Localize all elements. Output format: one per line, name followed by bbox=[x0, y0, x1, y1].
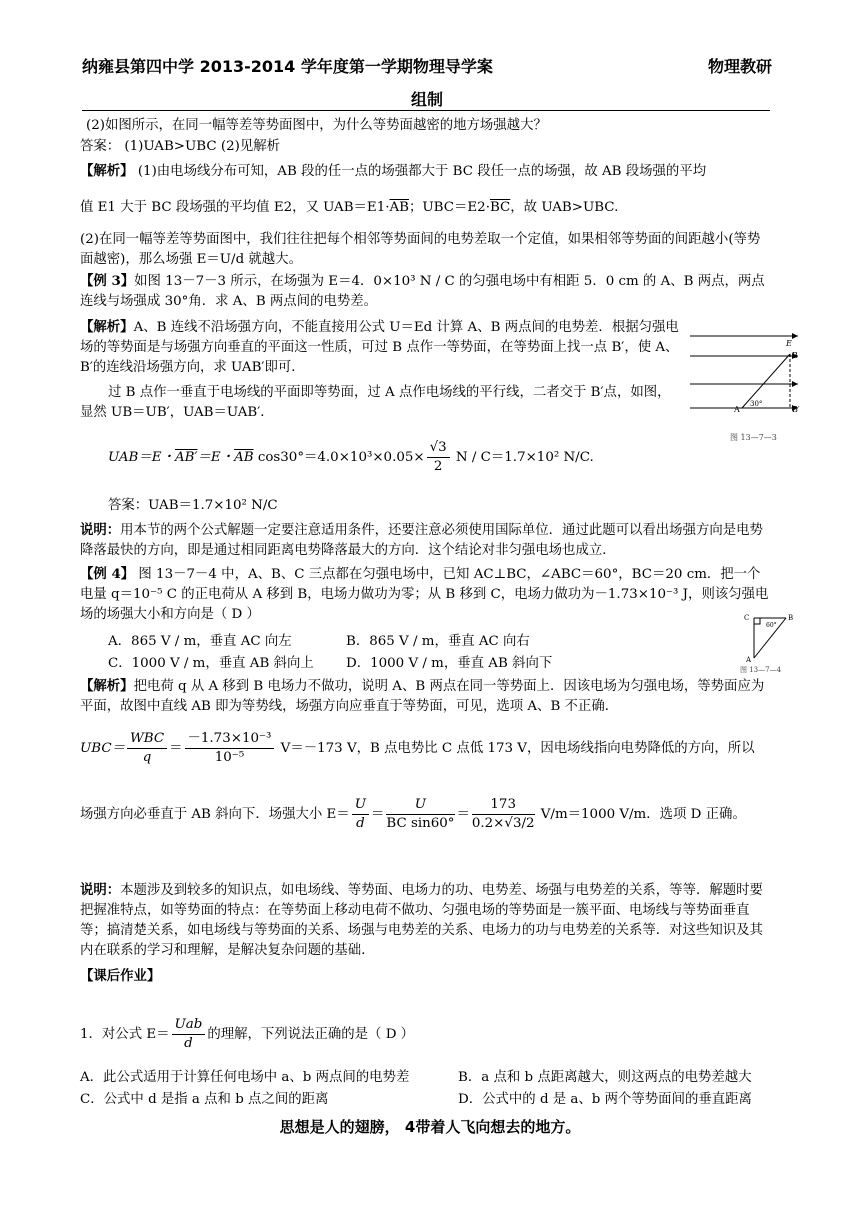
formula-1-abprime: AB′ bbox=[174, 450, 198, 465]
example-3-tag: 【例 3】 bbox=[80, 273, 135, 289]
fig3-label-bprime: B′ bbox=[792, 405, 800, 414]
header-line2: 组制 bbox=[410, 90, 443, 109]
example-3-analysis-text: A、B 连线不沿场强方向，不能直接用公式 U＝Ed 计算 A、B 两点间的电势差．根据匀强电场的等势面是与场强方向垂直的平面这一性质，可过 B 点作一等势面，在等势面上找一点 B′，使 A、B′的连线沿场强方向，求 UAB′即可． bbox=[80, 320, 679, 375]
homework-1-num: Uab bbox=[172, 1016, 206, 1035]
note-2 bbox=[80, 880, 770, 961]
homework-1 bbox=[80, 1016, 414, 1053]
formula-3-frac-2 bbox=[386, 796, 454, 833]
example-4-analysis-tag: 【解析】 bbox=[80, 678, 134, 694]
answer-1: 答案： (1)UAB>UBC (2)见解析 bbox=[80, 139, 281, 154]
analysis-1b-pre: 值 E1 大于 BC 段场强的平均值 E2，又 UAB＝E1· bbox=[80, 200, 390, 215]
formula-3-num-2: U bbox=[386, 796, 454, 815]
analysis-1-text: (1)由电场线分布可知，AB 段的任一点的场强都大于 BC 段任一点的场强，故 AB 段场强的平均 bbox=[133, 164, 707, 179]
example-4-text: 图 13－7－4 中，A、B、C 三点都在匀强电场中，已知 AC⊥BC，∠ABC＝60°，BC＝20 cm．把一个电量 q＝10⁻⁵ C 的正电荷从 A 移到 B，电场力做功为零；从 B 移到 C，电场力做功为－1.73×10⁻³ J，则该匀强电场的场强大小和方向是（ D ） bbox=[80, 567, 769, 622]
formula-3-eq-2: ＝ bbox=[456, 807, 470, 822]
formula-3-frac-1 bbox=[352, 796, 369, 833]
formula-2-post: V＝－173 V，B 点电势比 C 点低 173 V，因电场线指向电势降低的方向，所以 bbox=[276, 741, 755, 756]
formula-3-num-1: U bbox=[352, 796, 369, 815]
fig3-label-e: E bbox=[786, 339, 792, 348]
formula-2-eq: ＝ bbox=[169, 741, 183, 756]
formula-2-pre: UBC＝ bbox=[80, 741, 126, 756]
formula-1-den: 2 bbox=[433, 459, 443, 474]
formula-1-a: UAB＝E・ bbox=[108, 450, 175, 465]
formula-3-den-3: 0.2×√3/2 bbox=[471, 816, 535, 831]
example-4-option-b: B．865 V / m，垂直 AC 向右 bbox=[346, 634, 530, 649]
homework-1-option-b: B．a 点和 b 点距离越大，则这两点的电势差越大 bbox=[458, 1070, 752, 1085]
formula-2-den-1: q bbox=[142, 750, 152, 765]
fig3-caption: 图 13—7—3 bbox=[730, 433, 777, 442]
formula-2-num-1: WBC bbox=[127, 730, 167, 749]
question-2: (2)如图所示，在同一幅等差等势面图中，为什么等势面越密的地方场强越大？ bbox=[86, 118, 547, 133]
formula-1-e: cos30°＝4.0×10³×0.05× bbox=[253, 450, 425, 465]
analysis-1 bbox=[80, 161, 706, 182]
homework-1-option-d: D．公式中的 d 是 a、b 两个等势面间的垂直距离 bbox=[458, 1092, 752, 1107]
note-2-text: 本题涉及到较多的知识点，如电场线、等势面、电场力的功、电势差、场强与电势差的关系，等等．解题时要把握准特点，如等势面的特点：在等势面上移动电荷不做功、匀强电场的等势面是一簇平面、电场线与等势面垂直等；搞清楚关系，如电场线与等势面的关系、场强与电势差的关系、电场力的功与电势差的关系等．对这些知识及其内在联系的学习和理解，是解决复杂问题的基础． bbox=[80, 883, 763, 958]
formula-3-den-1: d bbox=[356, 816, 365, 831]
fig4-caption: 图 13—7—4 bbox=[740, 666, 782, 674]
homework-1-post: 的理解，下列说法正确的是（ D ） bbox=[207, 1027, 415, 1042]
example-4-option-d: D．1000 V / m，垂直 AB 斜向下 bbox=[346, 656, 553, 671]
formula-3-post: V/m＝1000 V/m．选项 D 正确。 bbox=[536, 807, 746, 822]
formula-3-den-2: BC sin60° bbox=[386, 816, 455, 831]
example-3-analysis-2: 过 B 点作一垂直于电场线的平面即等势面，过 A 点作电场线的平行线，二者交于 B′点，如图，显然 UB＝UB′，UAB＝UAB′． bbox=[80, 385, 671, 420]
example-4 bbox=[80, 564, 770, 625]
example-4-analysis bbox=[80, 676, 770, 717]
formula-3-eq-1: ＝ bbox=[371, 807, 385, 822]
homework-1-frac bbox=[172, 1016, 206, 1053]
formula-3 bbox=[80, 796, 746, 833]
analysis-1b-post: ，故 UAB>UBC. bbox=[510, 200, 619, 215]
homework-1-den: d bbox=[184, 1036, 193, 1051]
homework-1-option-c: C．公式中 d 是指 a 点和 b 点之间的距离 bbox=[80, 1092, 329, 1107]
fig4-label-a: A bbox=[746, 656, 752, 664]
fig4-label-b: B bbox=[788, 614, 794, 622]
note-1-tag: 说明： bbox=[80, 522, 121, 538]
analysis-1b bbox=[80, 198, 618, 218]
example-4-option-a: A．865 V / m，垂直 AC 向左 bbox=[108, 634, 292, 649]
example-3-text: 如图 13－7－3 所示，在场强为 E＝4．0×10³ N / C 的匀强电场中有相距 5．0 cm 的 A、B 两点，两点连线与场强成 30°角．求 A、B 两点间的电势差。 bbox=[80, 274, 765, 309]
formula-2-num-2: －1.73×10⁻³ bbox=[185, 730, 275, 749]
formula-1-frac bbox=[427, 439, 450, 476]
formula-2-frac-2 bbox=[185, 730, 275, 767]
homework-title: 【课后作业】 bbox=[80, 968, 161, 984]
example-4-tag: 【例 4】 bbox=[80, 566, 135, 582]
formula-1-num: √3 bbox=[427, 439, 450, 458]
homework-1-pre: 1．对公式 E＝ bbox=[80, 1027, 170, 1042]
segment-bc: $\overline{BC}$ bbox=[489, 200, 511, 215]
formula-3-num-3: 173 bbox=[472, 796, 535, 815]
formula-1-ab: $\overline{AB}$ bbox=[234, 450, 254, 465]
fig4-label-c: C bbox=[744, 614, 750, 622]
fig3-label-angle: 30° bbox=[750, 400, 763, 408]
example-4-analysis-text: 把电荷 q 从 A 移到 B 电场力不做功，说明 A、B 两点在同一等势面上．因该电场为匀强电场，等势面应为平面，故图中直线 AB 即为等势线，场强方向应垂直于等势面，可见，选项 A、B 不正确． bbox=[80, 679, 765, 714]
formula-2 bbox=[80, 730, 755, 767]
example-3 bbox=[80, 271, 770, 312]
header-title: 纳雍县第四中学 2013-2014 学年度第一学期物理导学案 bbox=[82, 57, 493, 76]
segment-ab: $\overline{AB}$ bbox=[389, 200, 409, 215]
example-4-option-c: C．1000 V / m，垂直 AB 斜向上 bbox=[108, 656, 314, 671]
fig3-label-b: B bbox=[792, 351, 798, 360]
note-1-text: 用本节的两个公式解题一定要注意适用条件，还要注意必须使用国际单位．通过此题可以看出场强方向是电势降落最快的方向，即是通过相同距离电势降落最大的方向．这个结论对非匀强电场也成立． bbox=[80, 523, 763, 558]
formula-1 bbox=[108, 439, 594, 476]
fig3-label-a: A bbox=[734, 405, 740, 414]
analysis-tag: 【解析】 bbox=[80, 163, 134, 179]
analysis-1b-mid: ；UBC＝E2· bbox=[409, 200, 490, 215]
page-header bbox=[82, 54, 772, 110]
formula-3-frac-3 bbox=[472, 796, 535, 833]
formula-3-pre: 场强方向必垂直于 AB 斜向下．场强大小 E＝ bbox=[80, 807, 350, 822]
note-1 bbox=[80, 520, 770, 561]
figure-13-7-3 bbox=[690, 328, 800, 446]
example-3-analysis bbox=[80, 317, 680, 378]
analysis-2: (2)在同一幅等差等势面图中，我们往往把每个相邻等势面间的电势差取一个定值，如果相邻等势面的间距越小(等势面越密)，那么场强 E＝U/d 就越大。 bbox=[80, 232, 761, 267]
header-rule bbox=[82, 110, 770, 111]
header-right: 物理教研 bbox=[707, 57, 772, 76]
figure-13-7-4 bbox=[736, 610, 800, 674]
example-3-analysis-tag: 【解析】 bbox=[80, 319, 134, 335]
homework-1-option-a: A．此公式适用于计算任何电场中 a、b 两点间的电势差 bbox=[80, 1070, 410, 1085]
note-2-tag: 说明： bbox=[80, 882, 121, 898]
fig4-label-angle: 60° bbox=[766, 622, 777, 629]
formula-1-c: ＝E・ bbox=[197, 450, 235, 465]
formula-2-den-2: 10⁻⁵ bbox=[214, 750, 245, 765]
answer-3: 答案：UAB＝1.7×10² N/C bbox=[108, 498, 278, 513]
formula-1-f: N / C＝1.7×10² N/C. bbox=[451, 450, 594, 465]
formula-2-frac-1 bbox=[127, 730, 167, 767]
page-footer: 思想是人的翅膀， 4带着人飞向想去的地方。 bbox=[279, 1118, 581, 1136]
